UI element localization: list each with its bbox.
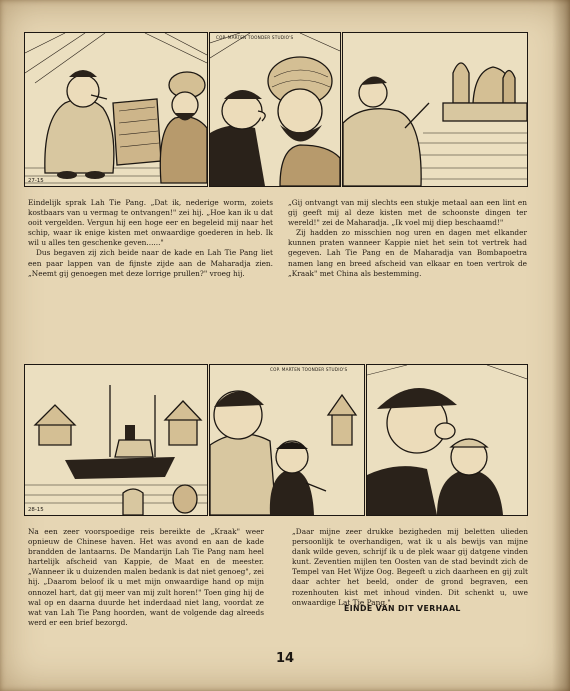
panel-top-3-art (343, 33, 527, 186)
paragraph: „Daar mijne zeer drukke bezigheden mij beletten ulieden persoonlijk te overhandigen, wat ik u als bewijs van mijne dank wilde geven, schrijf ik u de plek waar gij datgene vinden kunt. Zeventien mijlen ten Oosten van de stad bevindt zich de Tempel van Het Wijze Oog. Begeeft u zich daarheen en gij zult daar achter het beeld, onder de grond begraven, een rozenhouten kist met inhoud vinden. Dit schenkt u, uwe onwaardige Lat Tie Pang." (292, 527, 528, 607)
panel-date-top: 27-15 (28, 178, 44, 184)
panel-top-2 (209, 32, 341, 187)
panel-bottom-2-art (210, 365, 364, 515)
paragraph: Eindelijk sprak Lah Tie Pang. „Dat ik, nederige worm, zoiets kostbaars van u vermag te ontvangen!" zei hij. „Hoe kan ik u dat ooit vergelden. Vergun hij een hoge eer en begeleid mij naar het schip, waar ik enige kisten met onwaardige goederen in heb. Ik wil u alles ten geschenke geven......" (28, 198, 273, 248)
end-of-story-label: EINDE VAN DIT VERHAAL (344, 604, 461, 613)
text-column-top-left (28, 198, 273, 279)
text-column-top-right (288, 198, 527, 279)
credit-label-top: COP. MARTEN TOONDER STUDIO'S (216, 35, 294, 40)
panel-top-1 (24, 32, 208, 187)
panel-top-1-art (25, 33, 207, 186)
panel-bottom-1-art (25, 365, 207, 515)
paragraph: Dus begaven zij zich beide naar de kade en Lah Tie Pang liet een paar lappen van de fijnste zijde aan de Maharadja zien. „Neemt gij genoegen met deze lorrige prullen?" vroeg hij. (28, 248, 273, 278)
panel-top-2-art (210, 33, 340, 186)
panel-top-3 (342, 32, 528, 187)
paragraph: Zij hadden zo misschien nog uren en dagen met elkander kunnen praten wanneer Kappie niet het sein tot vertrek had gegeven. Lah Tie Pang en de Maharadja van Bombapoetra namen lang en breed afscheid van elkaar en toen vertrok de „Kraak" met China als bestemming. (288, 228, 527, 278)
paragraph: „Gij ontvangt van mij slechts een stukje metaal aan een lint en gij geeft mij al deze kisten met de schoonste dingen ter wereld!" zei de Maharadja. „Ik voel mij diep beschaamd!" (288, 198, 527, 228)
page-number: 14 (275, 651, 295, 666)
panel-bottom-3 (366, 364, 528, 516)
panel-bottom-2 (209, 364, 365, 516)
credit-label-bottom: COP. MARTEN TOONDER STUDIO'S (270, 367, 348, 372)
page-fold-shadow (552, 0, 570, 691)
panel-bottom-3-art (367, 365, 527, 515)
panel-date-bottom: 28-15 (28, 507, 44, 513)
text-column-bottom-left (28, 527, 264, 628)
panel-bottom-1 (24, 364, 208, 516)
paragraph: Na een zeer voorspoedige reis bereikte de „Kraak" weer opnieuw de Chinese haven. Het was avond en aan de kade brandden de lantaarns. De Mandarijn Lah Tie Pang nam heel hartelijk afscheid van Kappie, de Maat en de meester. „Wanneer ik u duizenden malen bedank is dat niet genoeg", zei hij. „Daarom beloof ik u met mijn onwaardige hand op mijn onnozel hart, dat gij meer van mij zult horen!" Toen ging hij de wal op en daarna duurde het inderdaad niet lang, voordat ze wat van Lah Tie Pang hoorden, want de volgende dag alreeds werd er een brief bezorgd. (28, 527, 264, 627)
text-column-bottom-right (292, 527, 528, 608)
